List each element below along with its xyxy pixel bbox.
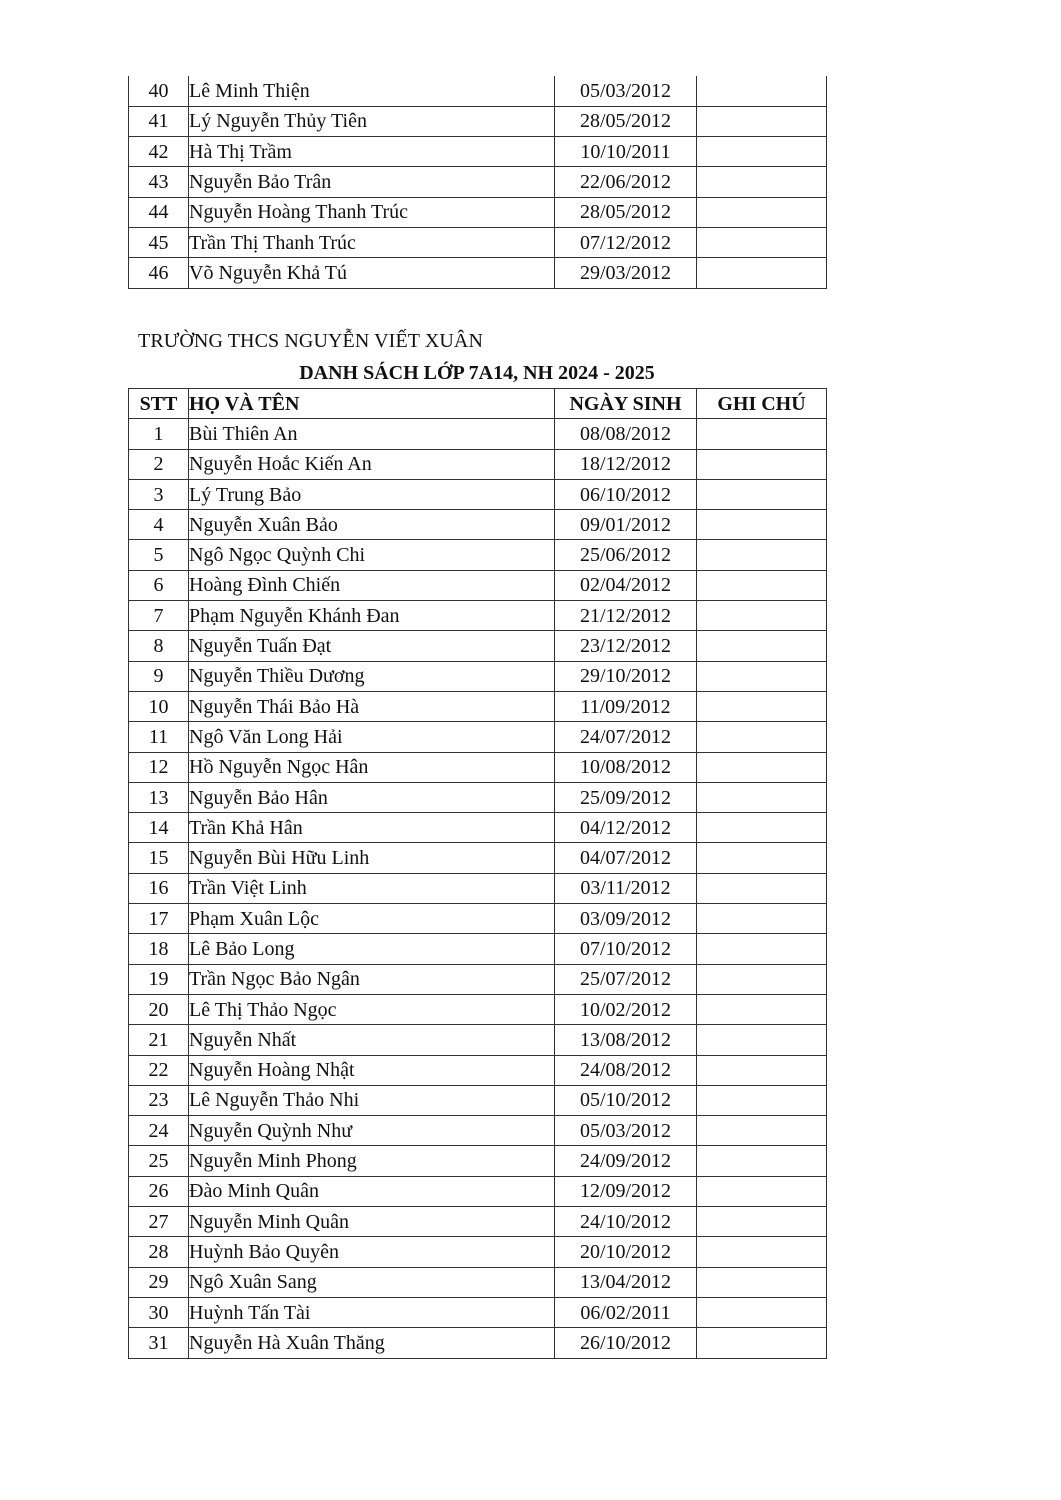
name-cell: Nguyễn Hoắc Kiến An xyxy=(189,449,555,479)
name-cell: Nguyễn Thái Bảo Hà xyxy=(189,691,555,721)
name-cell: Nguyễn Quỳnh Như xyxy=(189,1116,555,1146)
table-row xyxy=(129,1237,827,1267)
stt-cell: 25 xyxy=(129,1146,189,1176)
dob-cell: 22/06/2012 xyxy=(555,167,697,197)
note-cell xyxy=(697,691,827,721)
dob-cell: 03/09/2012 xyxy=(555,904,697,934)
note-cell xyxy=(697,167,827,197)
dob-cell: 29/10/2012 xyxy=(555,661,697,691)
table-row xyxy=(129,691,827,721)
note-cell xyxy=(697,137,827,167)
table-row xyxy=(129,1297,827,1327)
note-cell xyxy=(697,258,827,288)
name-cell: Huỳnh Bảo Quyên xyxy=(189,1237,555,1267)
table-row xyxy=(129,1267,827,1297)
note-cell xyxy=(697,197,827,227)
table-row xyxy=(129,419,827,449)
stt-cell: 21 xyxy=(129,1025,189,1055)
table-row xyxy=(129,934,827,964)
note-cell xyxy=(697,227,827,257)
dob-cell: 04/12/2012 xyxy=(555,813,697,843)
table-row xyxy=(129,570,827,600)
table-row xyxy=(129,904,827,934)
note-cell xyxy=(697,601,827,631)
dob-cell: 08/08/2012 xyxy=(555,419,697,449)
stt-cell: 13 xyxy=(129,782,189,812)
table-row xyxy=(129,1116,827,1146)
column-header-dob: NGÀY SINH xyxy=(555,389,697,419)
stt-cell: 15 xyxy=(129,843,189,873)
name-cell: Ngô Văn Long Hải xyxy=(189,722,555,752)
note-cell xyxy=(697,1085,827,1115)
table-row xyxy=(129,873,827,903)
column-header-stt: STT xyxy=(129,389,189,419)
name-cell: Phạm Xuân Lộc xyxy=(189,904,555,934)
name-cell: Trần Khả Hân xyxy=(189,813,555,843)
note-cell xyxy=(697,1025,827,1055)
table-row xyxy=(129,167,827,197)
note-cell xyxy=(697,1267,827,1297)
table-row xyxy=(129,106,827,136)
name-cell: Nguyễn Minh Quân xyxy=(189,1207,555,1237)
note-cell xyxy=(697,1055,827,1085)
table-row xyxy=(129,137,827,167)
name-cell: Lý Trung Bảo xyxy=(189,479,555,509)
table-row xyxy=(129,1055,827,1085)
dob-cell: 24/08/2012 xyxy=(555,1055,697,1085)
stt-cell: 17 xyxy=(129,904,189,934)
dob-cell: 28/05/2012 xyxy=(555,197,697,227)
name-cell: Nguyễn Tuấn Đạt xyxy=(189,631,555,661)
stt-cell: 3 xyxy=(129,479,189,509)
name-cell: Nguyễn Hoàng Thanh Trúc xyxy=(189,197,555,227)
note-cell xyxy=(697,782,827,812)
dob-cell: 03/11/2012 xyxy=(555,873,697,903)
stt-cell: 46 xyxy=(129,258,189,288)
note-cell xyxy=(697,1237,827,1267)
stt-cell: 2 xyxy=(129,449,189,479)
dob-cell: 25/06/2012 xyxy=(555,540,697,570)
dob-cell: 26/10/2012 xyxy=(555,1328,697,1358)
dob-cell: 24/07/2012 xyxy=(555,722,697,752)
dob-cell: 02/04/2012 xyxy=(555,570,697,600)
dob-cell: 07/12/2012 xyxy=(555,227,697,257)
stt-cell: 1 xyxy=(129,419,189,449)
note-cell xyxy=(697,934,827,964)
name-cell: Ngô Ngọc Quỳnh Chi xyxy=(189,540,555,570)
dob-cell: 05/03/2012 xyxy=(555,1116,697,1146)
note-cell xyxy=(697,1297,827,1327)
table-row xyxy=(129,510,827,540)
stt-cell: 4 xyxy=(129,510,189,540)
name-cell: Hà Thị Trầm xyxy=(189,137,555,167)
stt-cell: 9 xyxy=(129,661,189,691)
note-cell xyxy=(697,752,827,782)
dob-cell: 25/09/2012 xyxy=(555,782,697,812)
note-cell xyxy=(697,813,827,843)
stt-cell: 12 xyxy=(129,752,189,782)
stt-cell: 40 xyxy=(129,76,189,106)
name-cell: Ngô Xuân Sang xyxy=(189,1267,555,1297)
table-row xyxy=(129,601,827,631)
table-row xyxy=(129,1207,827,1237)
table-row xyxy=(129,1328,827,1358)
dob-cell: 10/10/2011 xyxy=(555,137,697,167)
dob-cell: 18/12/2012 xyxy=(555,449,697,479)
dob-cell: 24/09/2012 xyxy=(555,1146,697,1176)
table-row xyxy=(129,1146,827,1176)
stt-cell: 43 xyxy=(129,167,189,197)
table-row xyxy=(129,994,827,1024)
dob-cell: 29/03/2012 xyxy=(555,258,697,288)
name-cell: Hồ Nguyễn Ngọc Hân xyxy=(189,752,555,782)
dob-cell: 06/10/2012 xyxy=(555,479,697,509)
stt-cell: 10 xyxy=(129,691,189,721)
note-cell xyxy=(697,873,827,903)
table-header-row xyxy=(129,389,827,419)
table-row xyxy=(129,661,827,691)
name-cell: Trần Ngọc Bảo Ngân xyxy=(189,964,555,994)
stt-cell: 41 xyxy=(129,106,189,136)
table-row xyxy=(129,258,827,288)
name-cell: Nguyễn Bảo Hân xyxy=(189,782,555,812)
name-cell: Nguyễn Bảo Trân xyxy=(189,167,555,197)
table-row xyxy=(129,227,827,257)
dob-cell: 09/01/2012 xyxy=(555,510,697,540)
name-cell: Nguyễn Bùi Hữu Linh xyxy=(189,843,555,873)
note-cell xyxy=(697,722,827,752)
dob-cell: 23/12/2012 xyxy=(555,631,697,661)
table-row xyxy=(129,722,827,752)
stt-cell: 24 xyxy=(129,1116,189,1146)
note-cell xyxy=(697,479,827,509)
stt-cell: 28 xyxy=(129,1237,189,1267)
name-cell: Lê Nguyễn Thảo Nhi xyxy=(189,1085,555,1115)
stt-cell: 22 xyxy=(129,1055,189,1085)
dob-cell: 10/08/2012 xyxy=(555,752,697,782)
stt-cell: 16 xyxy=(129,873,189,903)
class-roster-table xyxy=(128,388,827,1359)
column-header-note: GHI CHÚ xyxy=(697,389,827,419)
table-row xyxy=(129,843,827,873)
note-cell xyxy=(697,1146,827,1176)
dob-cell: 13/04/2012 xyxy=(555,1267,697,1297)
name-cell: Lê Bảo Long xyxy=(189,934,555,964)
name-cell: Trần Thị Thanh Trúc xyxy=(189,227,555,257)
table-row xyxy=(129,479,827,509)
stt-cell: 31 xyxy=(129,1328,189,1358)
table-row xyxy=(129,1176,827,1206)
name-cell: Nguyễn Hoàng Nhật xyxy=(189,1055,555,1085)
note-cell xyxy=(697,1176,827,1206)
stt-cell: 44 xyxy=(129,197,189,227)
dob-cell: 10/02/2012 xyxy=(555,994,697,1024)
previous-class-table-continuation xyxy=(128,76,827,289)
dob-cell: 11/09/2012 xyxy=(555,691,697,721)
name-cell: Phạm Nguyễn Khánh Đan xyxy=(189,601,555,631)
dob-cell: 25/07/2012 xyxy=(555,964,697,994)
stt-cell: 19 xyxy=(129,964,189,994)
dob-cell: 06/02/2011 xyxy=(555,1297,697,1327)
table-row xyxy=(129,631,827,661)
note-cell xyxy=(697,510,827,540)
dob-cell: 21/12/2012 xyxy=(555,601,697,631)
dob-cell: 04/07/2012 xyxy=(555,843,697,873)
stt-cell: 11 xyxy=(129,722,189,752)
stt-cell: 8 xyxy=(129,631,189,661)
stt-cell: 29 xyxy=(129,1267,189,1297)
table-row xyxy=(129,752,827,782)
name-cell: Nguyễn Thiều Dương xyxy=(189,661,555,691)
school-name: TRƯỜNG THCS NGUYỄN VIẾT XUÂN xyxy=(138,330,483,352)
stt-cell: 14 xyxy=(129,813,189,843)
name-cell: Nguyễn Minh Phong xyxy=(189,1146,555,1176)
name-cell: Lý Nguyễn Thủy Tiên xyxy=(189,106,555,136)
stt-cell: 18 xyxy=(129,934,189,964)
table-row xyxy=(129,1025,827,1055)
note-cell xyxy=(697,106,827,136)
note-cell xyxy=(697,419,827,449)
dob-cell: 05/10/2012 xyxy=(555,1085,697,1115)
table-row xyxy=(129,197,827,227)
class-roster-body xyxy=(129,419,827,1358)
table-row xyxy=(129,782,827,812)
note-cell xyxy=(697,631,827,661)
previous-class-table-body xyxy=(129,76,827,288)
name-cell: Nguyễn Xuân Bảo xyxy=(189,510,555,540)
stt-cell: 42 xyxy=(129,137,189,167)
note-cell xyxy=(697,570,827,600)
stt-cell: 27 xyxy=(129,1207,189,1237)
name-cell: Trần Việt Linh xyxy=(189,873,555,903)
note-cell xyxy=(697,449,827,479)
stt-cell: 6 xyxy=(129,570,189,600)
name-cell: Võ Nguyễn Khả Tú xyxy=(189,258,555,288)
stt-cell: 7 xyxy=(129,601,189,631)
note-cell xyxy=(697,964,827,994)
dob-cell: 05/03/2012 xyxy=(555,76,697,106)
stt-cell: 20 xyxy=(129,994,189,1024)
dob-cell: 12/09/2012 xyxy=(555,1176,697,1206)
note-cell xyxy=(697,994,827,1024)
note-cell xyxy=(697,1116,827,1146)
name-cell: Bùi Thiên An xyxy=(189,419,555,449)
dob-cell: 20/10/2012 xyxy=(555,1237,697,1267)
name-cell: Lê Minh Thiện xyxy=(189,76,555,106)
dob-cell: 07/10/2012 xyxy=(555,934,697,964)
note-cell xyxy=(697,843,827,873)
table-row xyxy=(129,964,827,994)
name-cell: Lê Thị Thảo Ngọc xyxy=(189,994,555,1024)
table-row xyxy=(129,540,827,570)
column-header-name: HỌ VÀ TÊN xyxy=(189,389,555,419)
note-cell xyxy=(697,904,827,934)
stt-cell: 30 xyxy=(129,1297,189,1327)
note-cell xyxy=(697,1328,827,1358)
class-list-title: DANH SÁCH LỚP 7A14, NH 2024 - 2025 xyxy=(299,362,655,384)
table-row xyxy=(129,1085,827,1115)
stt-cell: 5 xyxy=(129,540,189,570)
table-row xyxy=(129,449,827,479)
name-cell: Hoàng Đình Chiến xyxy=(189,570,555,600)
name-cell: Nguyễn Nhất xyxy=(189,1025,555,1055)
stt-cell: 45 xyxy=(129,227,189,257)
note-cell xyxy=(697,76,827,106)
dob-cell: 28/05/2012 xyxy=(555,106,697,136)
dob-cell: 13/08/2012 xyxy=(555,1025,697,1055)
note-cell xyxy=(697,540,827,570)
stt-cell: 26 xyxy=(129,1176,189,1206)
note-cell xyxy=(697,1207,827,1237)
stt-cell: 23 xyxy=(129,1085,189,1115)
table-row xyxy=(129,76,827,106)
note-cell xyxy=(697,661,827,691)
name-cell: Đào Minh Quân xyxy=(189,1176,555,1206)
table-row xyxy=(129,813,827,843)
name-cell: Huỳnh Tấn Tài xyxy=(189,1297,555,1327)
name-cell: Nguyễn Hà Xuân Thăng xyxy=(189,1328,555,1358)
dob-cell: 24/10/2012 xyxy=(555,1207,697,1237)
